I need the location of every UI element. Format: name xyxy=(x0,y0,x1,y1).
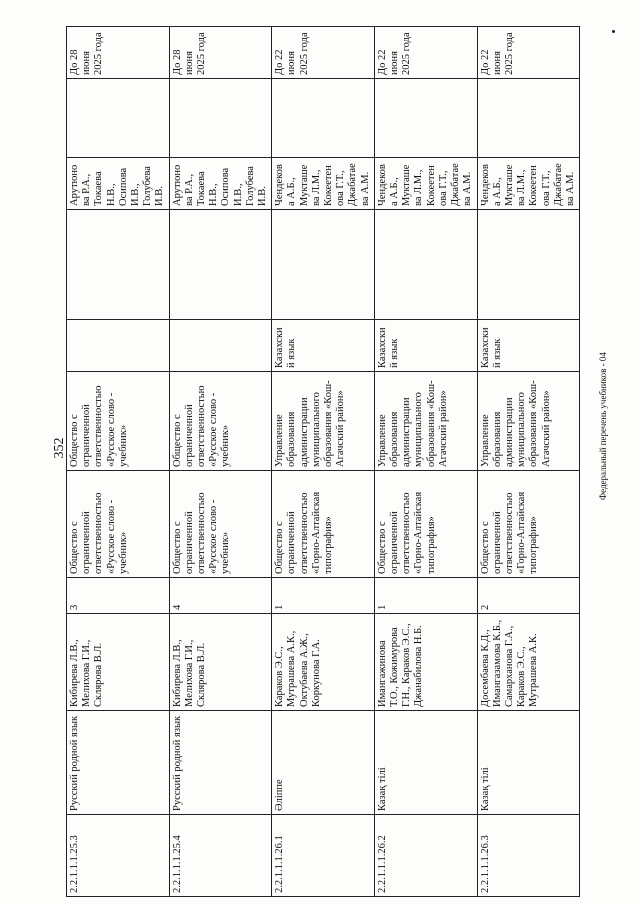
publisher-cell: Общество с ограниченной ответственностью «Горно-Алтайская типография» xyxy=(374,471,477,578)
publisher-cell: Общество с ограниченной ответственностью «Горно-Алтайская типография» xyxy=(272,471,375,578)
page-number: 352 xyxy=(52,437,67,459)
subject-cell: Русский родной язык xyxy=(67,711,170,815)
empty-cell xyxy=(272,210,375,320)
rights-holder-cell: Управление образования администрации муниципального образования «Кош-Агачский район» xyxy=(477,372,580,471)
experts-cell: Чендекова А.Б., Мукташева Л.М., Кокеетенова Г.Т., Джабатаева А.М. xyxy=(272,158,375,210)
term-cell: До 22 июня 2025 года xyxy=(272,27,375,79)
book-code-cell: 2.2.1.1.1.26.3 xyxy=(477,815,580,897)
grade-cell: 2 xyxy=(477,578,580,614)
subject-cell: Казақ тілі xyxy=(477,711,580,815)
language-cell: Казахский язык xyxy=(272,320,375,372)
subject-cell: Казақ тілі xyxy=(374,711,477,815)
publisher-cell: Общество с ограниченной ответственностью «Русское слово - учебник» xyxy=(67,471,170,578)
book-code-cell: 2.2.1.1.1.25.4 xyxy=(169,815,272,897)
empty-cell xyxy=(374,79,477,158)
table-row xyxy=(477,27,580,897)
grade-cell: 1 xyxy=(272,578,375,614)
textbook-table-wrapper xyxy=(66,27,576,897)
table-row xyxy=(272,27,375,897)
scan-dot xyxy=(612,30,615,33)
empty-cell xyxy=(67,79,170,158)
experts-cell: Арутюнова Р.А., Токаева Н.В., Осипова И.В., Голубева И.В. xyxy=(169,158,272,210)
language-cell: Казахский язык xyxy=(374,320,477,372)
empty-cell xyxy=(477,79,580,158)
empty-cell xyxy=(477,210,580,320)
table-row xyxy=(374,27,477,897)
empty-cell xyxy=(169,210,272,320)
publisher-cell: Общество с ограниченной ответственностью «Русское слово - учебник» xyxy=(169,471,272,578)
grade-cell: 3 xyxy=(67,578,170,614)
language-cell: Казахский язык xyxy=(477,320,580,372)
rights-holder-cell: Общество с ограниченной ответственностью «Русское слово - учебник» xyxy=(169,372,272,471)
term-cell: До 28 июня 2025 года xyxy=(67,27,170,79)
authors-cell: Имангажинова Т.О., Кожимурова Г.Н., Караков Э.С., Джанабилова Н.Б. xyxy=(374,614,477,711)
term-cell: До 22 июня 2025 года xyxy=(374,27,477,79)
grade-cell: 4 xyxy=(169,578,272,614)
rights-holder-cell: Управление образования администрации муниципального образования «Кош-Агачский район» xyxy=(272,372,375,471)
authors-cell: Караков Э.С., Мутрашева А.К., Октубаева А.Ж., Коркунова Г.А. xyxy=(272,614,375,711)
publisher-cell: Общество с ограниченной ответственностью «Горно-Алтайская типография» xyxy=(477,471,580,578)
book-code-cell: 2.2.1.1.1.25.3 xyxy=(67,815,170,897)
language-cell xyxy=(67,320,170,372)
rights-holder-cell: Общество с ограниченной ответственностью «Русское слово - учебник» xyxy=(67,372,170,471)
rights-holder-cell: Управление образования администрации муниципального образования «Кош-Агачский район» xyxy=(374,372,477,471)
table-row xyxy=(67,27,170,897)
table-row xyxy=(169,27,272,897)
experts-cell: Чендекова А.Б., Мукташева Л.М., Кокеетенова Г.Т., Джабатаева А.М. xyxy=(374,158,477,210)
subject-cell: Русский родной язык xyxy=(169,711,272,815)
empty-cell xyxy=(272,79,375,158)
grade-cell: 1 xyxy=(374,578,477,614)
empty-cell xyxy=(374,210,477,320)
authors-cell: Кибирева Л.В., Мелихова Г.И., Склярова В.Л. xyxy=(169,614,272,711)
footer-text: Федеральный перечень учебников - 04 xyxy=(598,352,608,500)
experts-cell: Арутюнова Р.А., Токаева Н.В., Осипова И.В., Голубева И.В. xyxy=(67,158,170,210)
book-code-cell: 2.2.1.1.1.26.1 xyxy=(272,815,375,897)
term-cell: До 22 июня 2025 года xyxy=(477,27,580,79)
empty-cell xyxy=(169,79,272,158)
book-code-cell: 2.2.1.1.1.26.2 xyxy=(374,815,477,897)
subject-cell: Әліппе xyxy=(272,711,375,815)
language-cell xyxy=(169,320,272,372)
term-cell: До 28 июня 2025 года xyxy=(169,27,272,79)
authors-cell: Досембаева К.Д., Имангазамова К.Б., Самарханова Г.А., Караков Э.С., Мутрашева А.К. xyxy=(477,614,580,711)
textbook-table xyxy=(66,26,580,897)
experts-cell: Чендекова А.Б., Мукташева Л.М., Кокеетенова Г.Т., Джабатаева А.М. xyxy=(477,158,580,210)
authors-cell: Кибирева Л.В., Мелихова Г.И., Склярова В.Л. xyxy=(67,614,170,711)
empty-cell xyxy=(67,210,170,320)
